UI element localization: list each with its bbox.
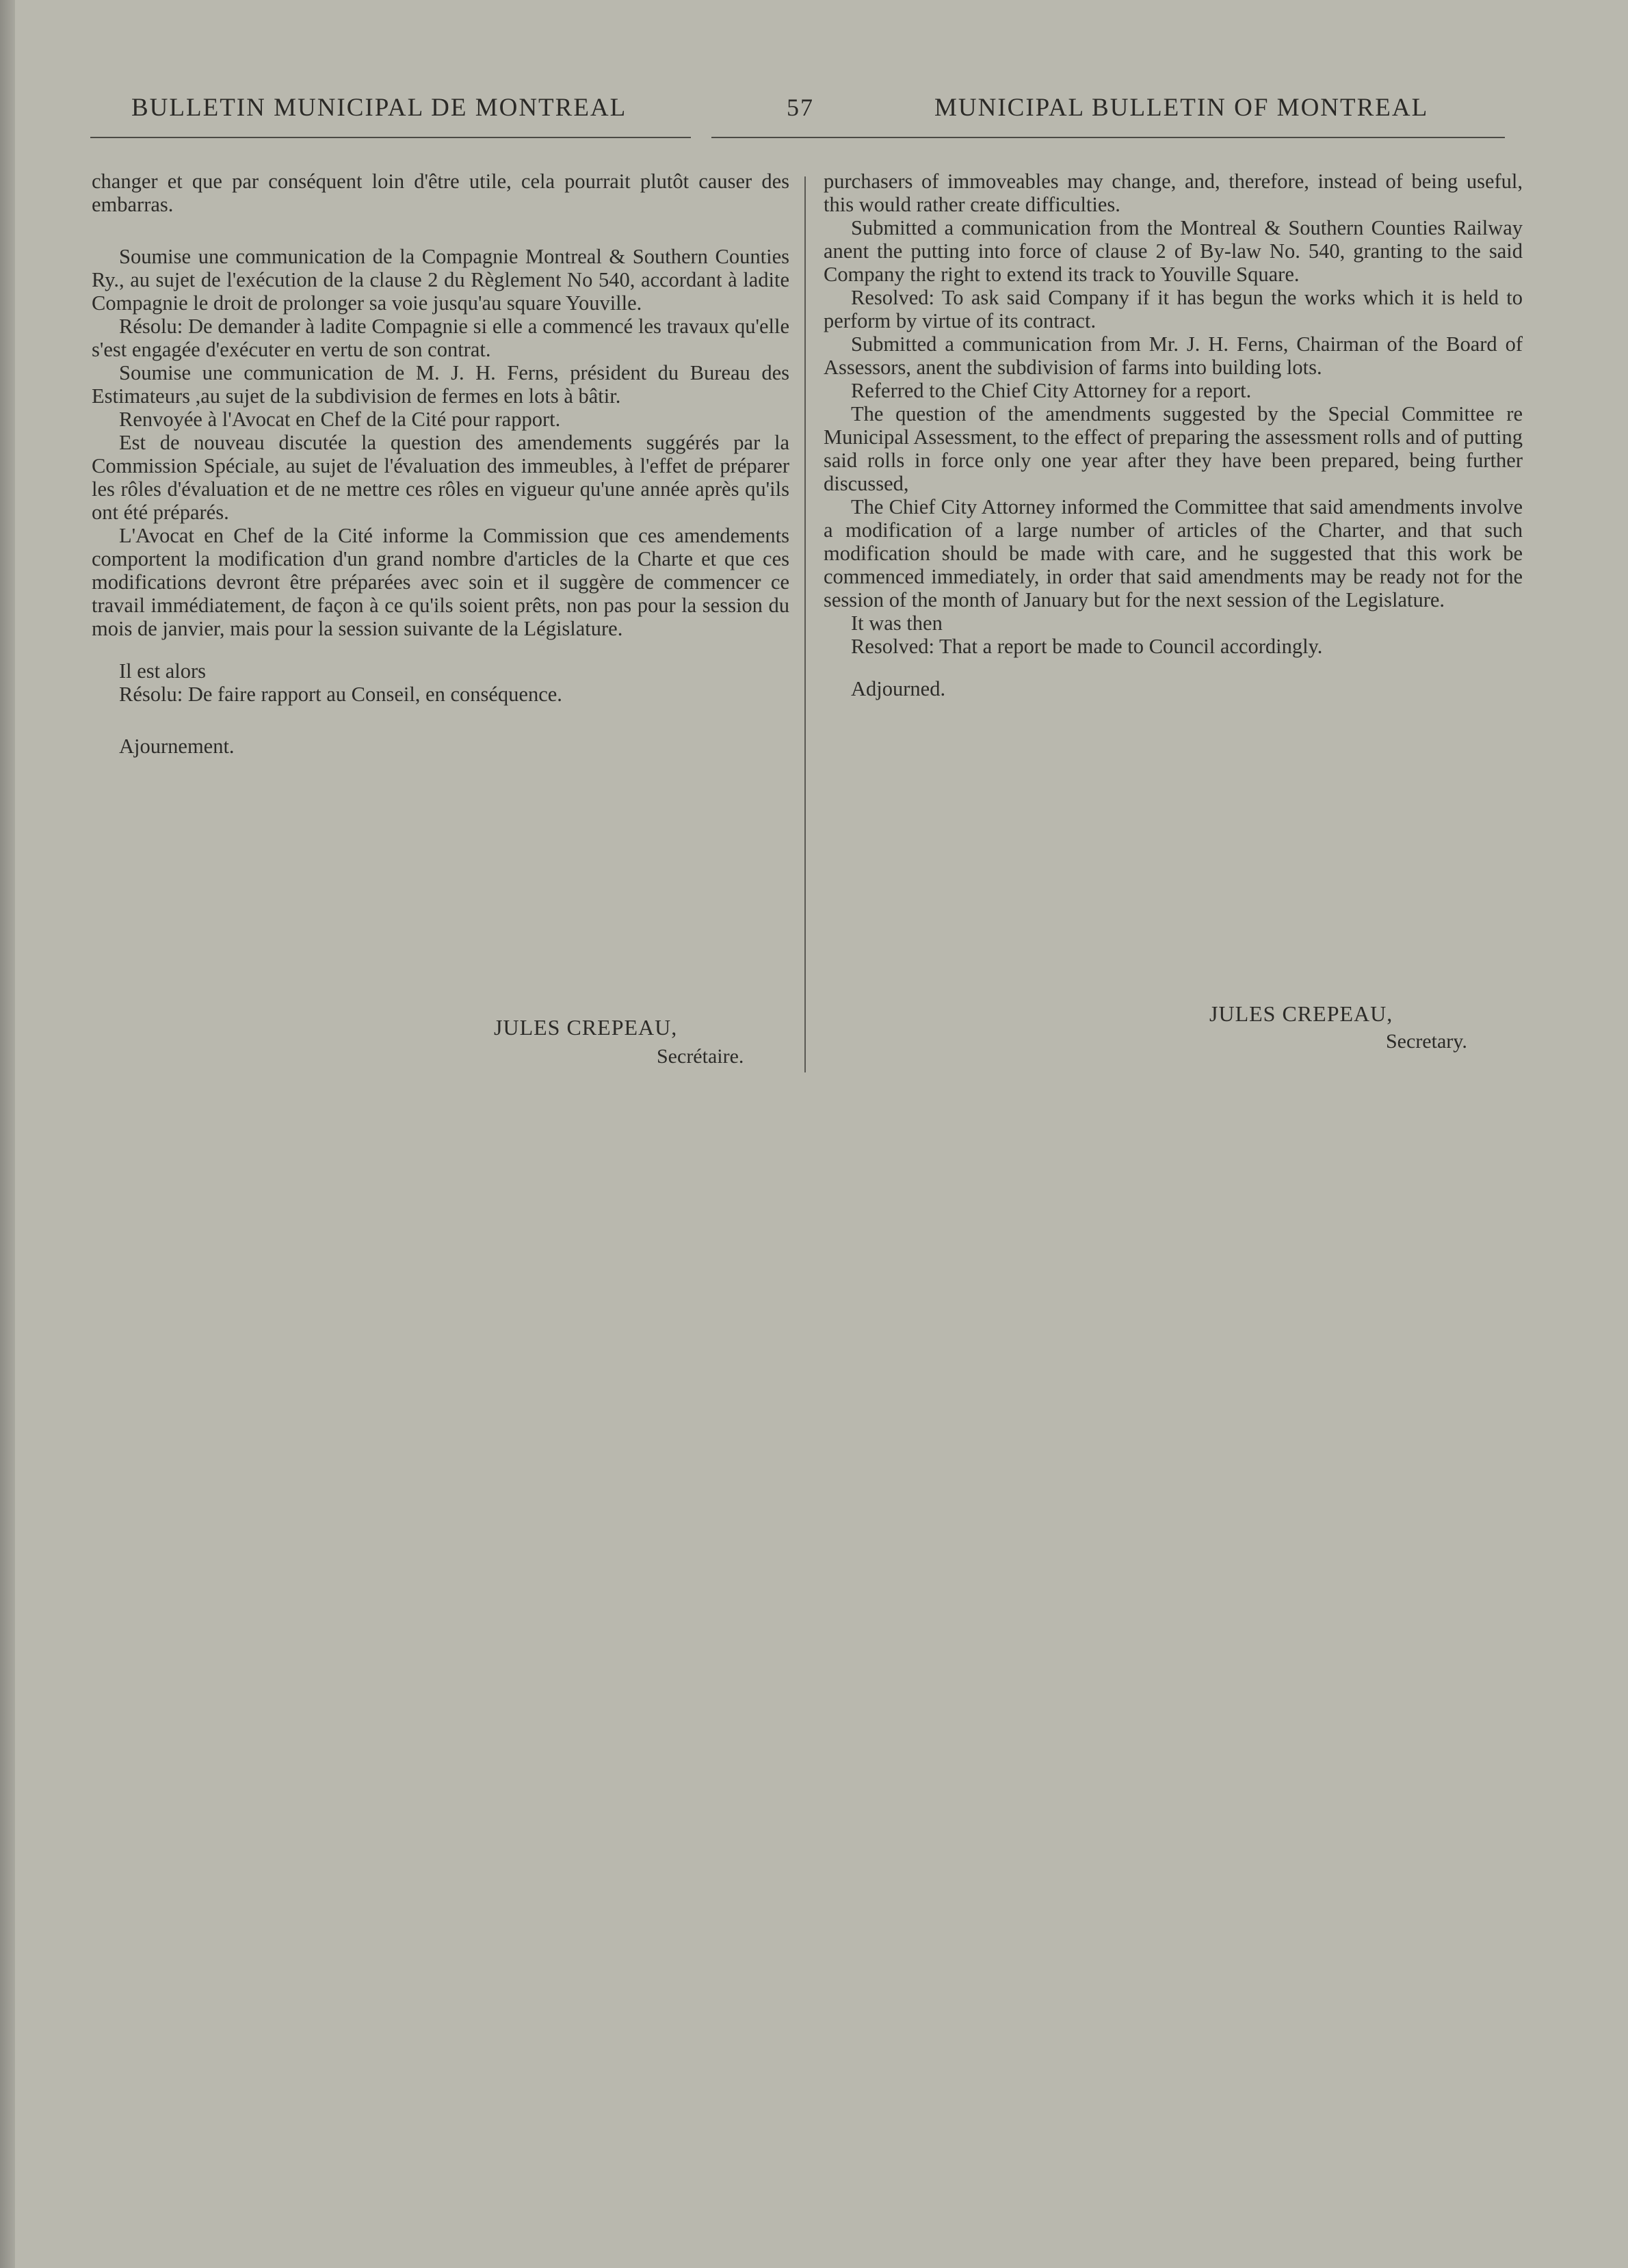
paragraph: Resolved: That a report be made to Council accordingly. xyxy=(851,635,1323,658)
column-divider xyxy=(804,176,806,1072)
english-signature-title: Secretary. xyxy=(1386,1030,1467,1053)
paragraph: The Chief City Attorney informed the Committee that said amendments involve a modification of a large number of articles of the Charter, and that such modification should be made with care, and he suggested that this work be commenced immediately, in order that said amendments may be ready not for the session of the month of January but for the next session of the Legislature. xyxy=(824,495,1523,611)
header-french-title: BULLETIN MUNICIPAL DE MONTREAL xyxy=(131,94,627,122)
paragraph: L'Avocat en Chef de la Cité informe la Commission que ces amendements comportent la modification d'un grand nombre d'articles de la Charte et que ces modifications devront être préparées avec soin et il suggère de commencer ce travail immédiatement, de façon à ce qu'ils soient prêts, non pas pour la session du mois de janvier, mais pour la session suivante de la Législature. xyxy=(92,524,789,640)
paragraph: changer et que par conséquent loin d'être utile, cela pourrait plutôt causer des embarras. xyxy=(92,170,789,216)
french-column xyxy=(92,170,789,758)
paragraph: The question of the amendments suggested by the Special Committee re Municipal Assessment, to the effect of preparing the assessment rolls and of putting said rolls in force only one year after they have been prepared, being further discussed, xyxy=(824,402,1523,495)
paragraph: Renvoyée à l'Avocat en Chef de la Cité pour rapport. xyxy=(119,408,561,431)
header-rule-left xyxy=(90,137,691,138)
paragraph: Referred to the Chief City Attorney for a report. xyxy=(851,379,1252,402)
page-number: 57 xyxy=(787,94,814,121)
paragraph: Submitted a communication from Mr. J. H. Ferns, Chairman of the Board of Assessors, anent the subdivision of farms into building lots. xyxy=(824,332,1523,379)
english-signature-name: JULES CREPEAU, xyxy=(1209,1001,1393,1026)
paragraph: Resolved: To ask said Company if it has begun the works which it is held to perform by virtue of its contract. xyxy=(824,286,1523,332)
header-rule-right xyxy=(711,137,1505,138)
paragraph: Soumise une communication de M. J. H. Ferns, président du Bureau des Estimateurs ,au sujet de la subdivision de fermes en lots à bâtir. xyxy=(92,361,789,408)
paragraph: Résolu: De demander à ladite Compagnie si elle a commencé les travaux qu'elle s'est engagée d'exécuter en vertu de son contrat. xyxy=(92,315,789,361)
paragraph: Ajournement. xyxy=(119,735,235,758)
page-edge xyxy=(0,0,15,2268)
paragraph: Résolu: De faire rapport au Conseil, en conséquence. xyxy=(119,683,562,706)
paragraph: Il est alors xyxy=(119,659,207,683)
english-column xyxy=(824,170,1523,700)
running-header xyxy=(0,81,1628,135)
french-signature-name: JULES CREPEAU, xyxy=(494,1015,678,1040)
paragraph: Submitted a communication from the Montreal & Southern Counties Railway anent the putting into force of clause 2 of By-law No. 540, granting to the said Company the right to extend its track to Youville Square. xyxy=(824,216,1523,286)
french-signature-title: Secrétaire. xyxy=(657,1045,744,1068)
paragraph: purchasers of immoveables may change, and, therefore, instead of being useful, this would rather create difficulties. xyxy=(824,170,1523,216)
paragraph: It was then xyxy=(851,611,943,635)
header-english-title: MUNICIPAL BULLETIN OF MONTREAL xyxy=(934,94,1429,122)
paragraph: Adjourned. xyxy=(851,677,946,700)
paragraph: Est de nouveau discutée la question des amendements suggérés par la Commission Spéciale, au sujet de l'évaluation des immeubles, à l'effet de préparer les rôles d'évaluation et de ne mettre ces rôles en vigueur qu'une année après qu'ils ont été préparés. xyxy=(92,431,789,524)
paragraph: Soumise une communication de la Compagnie Montreal & Southern Counties Ry., au sujet de l'exécution de la clause 2 du Règlement No 540, accordant à ladite Compagnie le droit de prolonger sa voie jusqu'au square Youville. xyxy=(92,245,789,315)
